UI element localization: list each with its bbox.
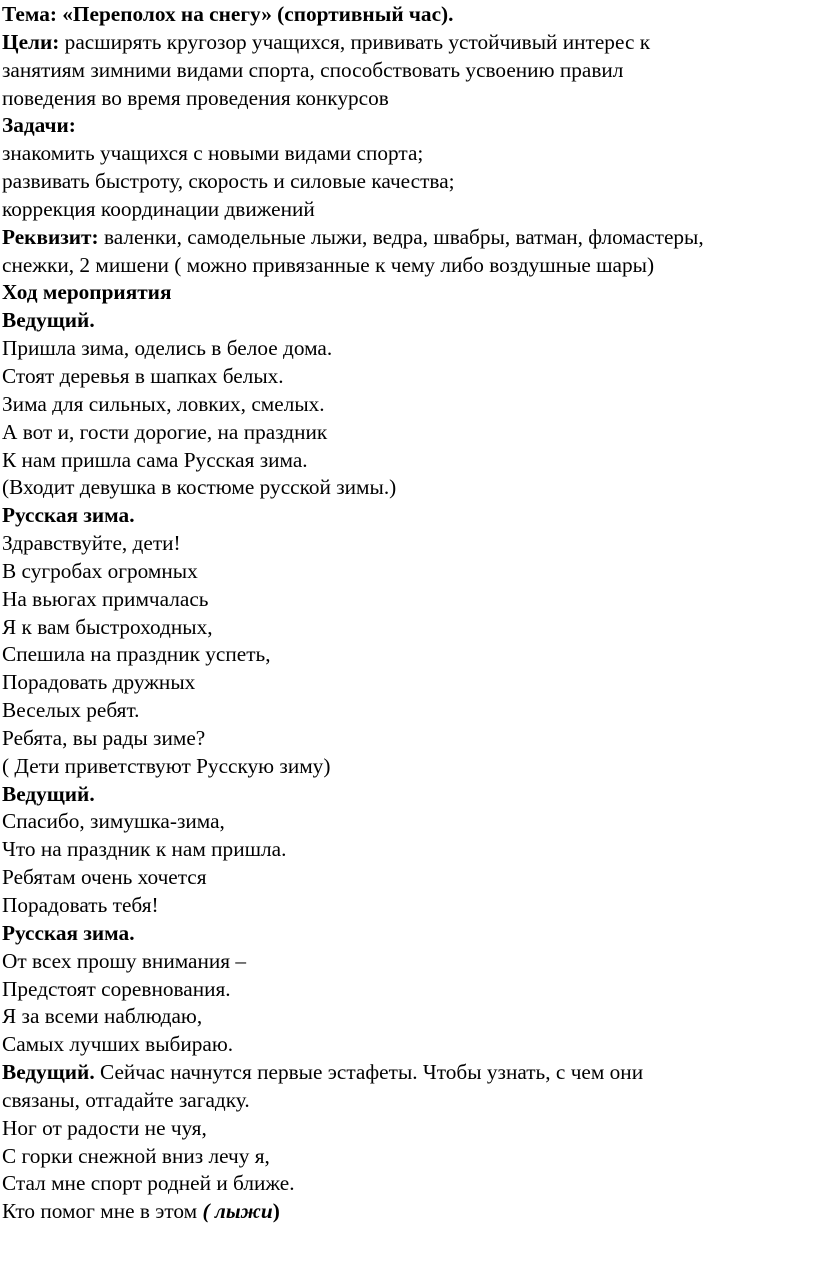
stage-direction: ( Дети приветствуют Русскую зиму) bbox=[2, 753, 331, 778]
speaker-winter: Русская зима. bbox=[2, 920, 135, 945]
riddle-line: Ног от радости не чуя, bbox=[2, 1115, 207, 1140]
verse-line: А вот и, гости дорогие, на праздник bbox=[2, 419, 328, 444]
host-announcement bbox=[2, 1059, 814, 1087]
verse-line: Стоят деревья в шапках белых. bbox=[2, 363, 284, 388]
task-item: развивать быстроту, скорость и силовые качества; bbox=[2, 169, 455, 194]
verse-line: Порадовать дружных bbox=[2, 670, 196, 695]
verse-line: Я к вам быстроходных, bbox=[2, 614, 213, 639]
goals-text-1: расширять кругозор учащихся, прививать устойчивый интерес к bbox=[64, 29, 651, 54]
verse-line: Пришла зима, оделись в белое дома. bbox=[2, 336, 333, 361]
verse-line: Порадовать тебя! bbox=[2, 893, 159, 917]
props-line bbox=[2, 224, 814, 252]
tasks-heading: Задачи: bbox=[2, 113, 76, 138]
verse-line: Зима для сильных, ловких, смелых. bbox=[2, 391, 325, 416]
verse-line: Что на праздник к нам пришла. bbox=[2, 837, 287, 862]
riddle-answer: ( лыжи bbox=[202, 1199, 273, 1224]
props-text-1: валенки, самодельные лыжи, ведра, швабры, ватман, фломастеры, bbox=[103, 224, 704, 249]
riddle-last-line bbox=[2, 1198, 814, 1226]
goals-text-2: занятиям зимними видами спорта, способствовать усвоению правил bbox=[2, 57, 624, 82]
verse-line: Я за всеми наблюдаю, bbox=[2, 1004, 203, 1029]
verse-line: Спешила на праздник успеть, bbox=[2, 642, 271, 667]
goals-label: Цели: bbox=[2, 29, 60, 54]
props-label: Реквизит: bbox=[2, 224, 99, 249]
verse-line: Веселых ребят. bbox=[2, 698, 140, 723]
riddle-line: С горки снежной вниз лечу я, bbox=[2, 1143, 270, 1168]
host-announcement-text-2: связаны, отгадайте загадку. bbox=[2, 1087, 250, 1112]
verse-line: Ребята, вы рады зиме? bbox=[2, 725, 206, 750]
verse-line: Самых лучших выбираю. bbox=[2, 1032, 234, 1057]
task-item: знакомить учащихся с новыми видами спорта; bbox=[2, 141, 424, 166]
props-text-2: снежки, 2 мишени ( можно привязанные к чему либо воздушные шары) bbox=[2, 252, 655, 277]
topic-text: «Переполох на снегу» (спортивный час). bbox=[62, 2, 454, 26]
verse-line: Предстоят соревнования. bbox=[2, 976, 231, 1001]
goals-text-3: поведения во время проведения конкурсов bbox=[2, 85, 389, 110]
verse-line: Спасибо, зимушка-зима, bbox=[2, 809, 225, 834]
speaker-host: Ведущий. bbox=[2, 781, 95, 806]
topic-label: Тема: bbox=[2, 2, 57, 26]
verse-line: На вьюгах примчалась bbox=[2, 586, 209, 611]
verse-line: Здравствуйте, дети! bbox=[2, 531, 181, 556]
riddle-last-prefix: Кто помог мне в этом bbox=[2, 1199, 198, 1224]
speaker-winter: Русская зима. bbox=[2, 503, 135, 528]
verse-line: К нам пришла сама Русская зима. bbox=[2, 447, 308, 472]
verse-line: От всех прошу внимания – bbox=[2, 948, 247, 973]
speaker-host: Ведущий. bbox=[2, 1060, 95, 1085]
speaker-host: Ведущий. bbox=[2, 308, 95, 333]
stage-direction: (Входит девушка в костюме русской зимы.) bbox=[2, 475, 397, 500]
task-item: коррекция координации движений bbox=[2, 196, 315, 221]
riddle-line: Стал мне спорт родней и ближе. bbox=[2, 1171, 295, 1196]
topic-line bbox=[2, 1, 814, 29]
verse-line: В сугробах огромных bbox=[2, 558, 198, 583]
document-page bbox=[2, 0, 814, 1226]
riddle-answer-close: ) bbox=[272, 1199, 280, 1224]
goals-line bbox=[2, 29, 814, 57]
event-heading: Ход мероприятия bbox=[2, 280, 172, 305]
host-announcement-text-1: Сейчас начнутся первые эстафеты. Чтобы узнать, с чем они bbox=[99, 1060, 644, 1085]
verse-line: Ребятам очень хочется bbox=[2, 865, 207, 890]
